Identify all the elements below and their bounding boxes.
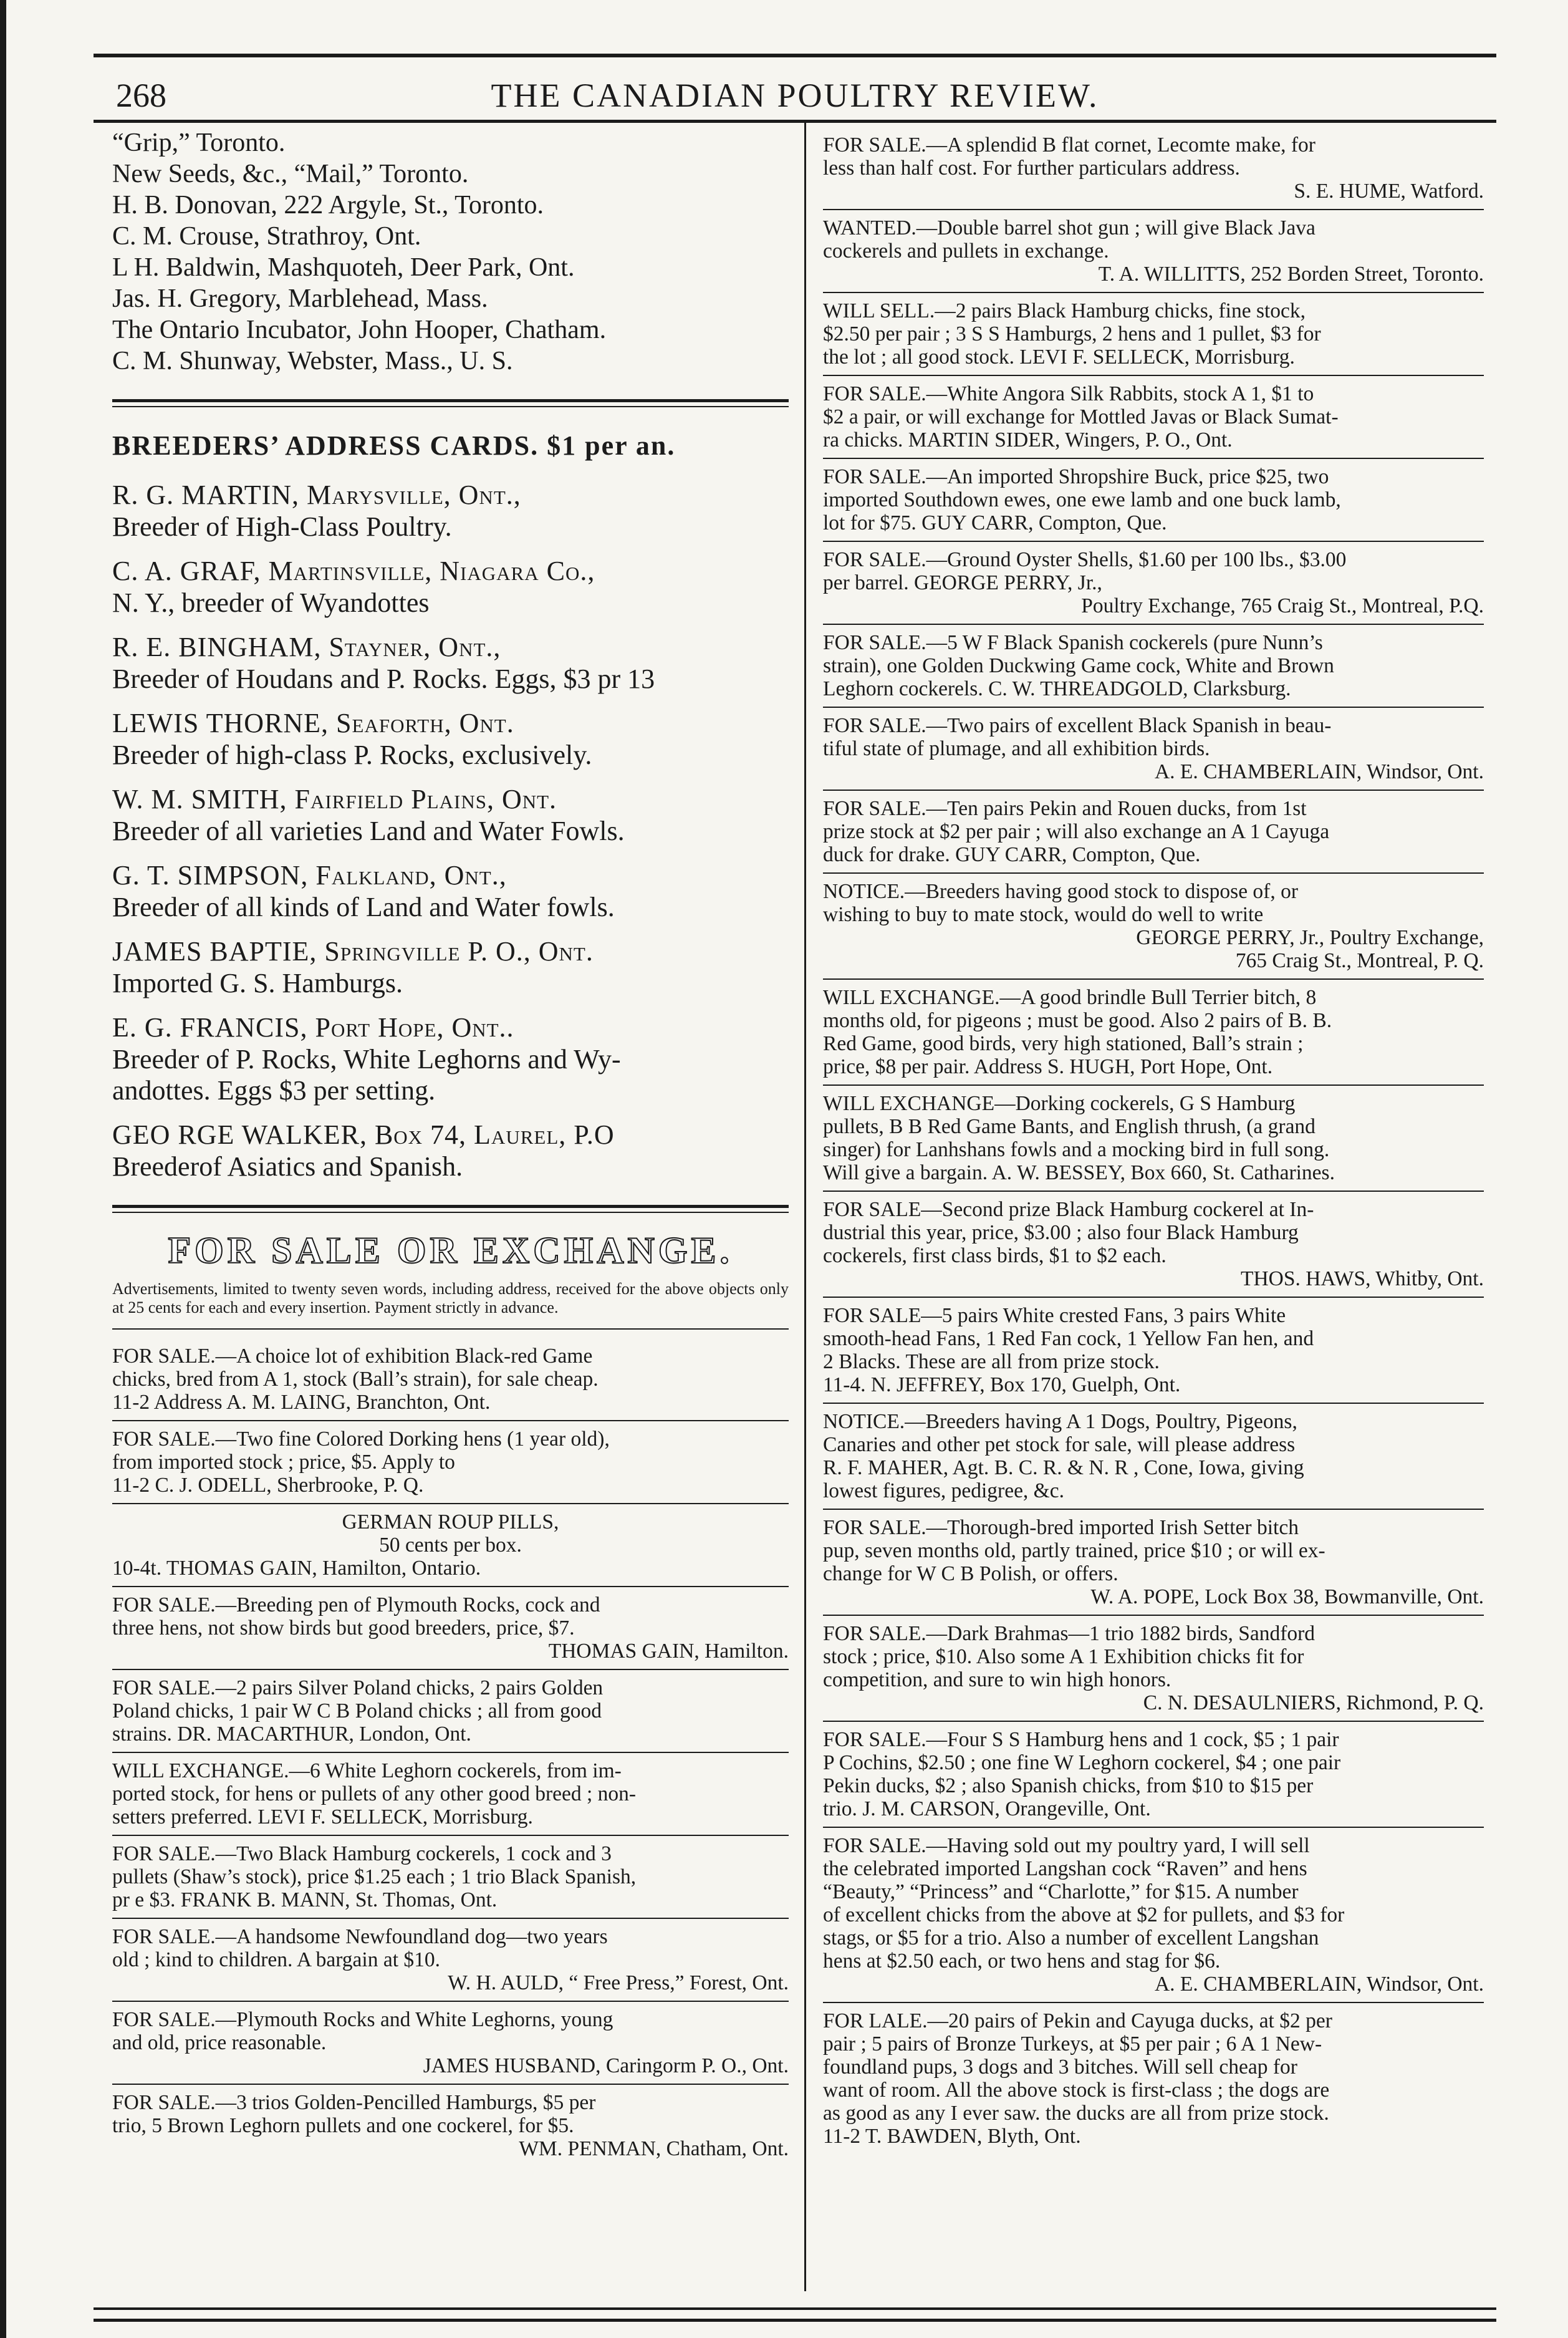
- ad-line: from imported stock ; price, $5. Apply to: [112, 1451, 455, 1474]
- breeder-description: N. Y., breeder of Wyandottes: [112, 587, 430, 618]
- ad-line: hens at $2.50 each, or two hens and stag for $6.: [823, 1949, 1221, 1973]
- classified-ad: [823, 2003, 1484, 2150]
- ad-line: the celebrated imported Langshan cock “Raven” and hens: [823, 1857, 1307, 1880]
- ad-line: GERMAN ROUP PILLS,: [342, 1510, 559, 1534]
- left-column: [112, 127, 789, 2300]
- ad-line: NOTICE.—Breeders having A 1 Dogs, Poultry, Pigeons,: [823, 1410, 1297, 1433]
- breeder-place: Marysville, Ont.,: [307, 480, 521, 510]
- ad-line: prize stock at $2 per pair ; will also exchange an A 1 Cayuga: [823, 820, 1330, 843]
- breeder-place: Fairfield Plains, Ont.: [294, 784, 557, 814]
- classified-ad: [823, 1192, 1484, 1293]
- breeder-name: R. G. MARTIN,: [112, 480, 300, 510]
- breeder-name: JAMES BAPTIE,: [112, 936, 317, 967]
- ad-line: smooth-head Fans, 1 Red Fan cock, 1 Yellow Fan hen, and: [823, 1327, 1314, 1350]
- ad-line: WILL EXCHANGE.—A good brindle Bull Terrier bitch, 8: [823, 986, 1317, 1009]
- ad-line: 11-2 T. BAWDEN, Blyth, Ont.: [823, 2125, 1081, 2148]
- classified-ad: [112, 1421, 789, 1499]
- ad-line: tiful state of plumage, and all exhibition birds.: [823, 737, 1210, 760]
- subscriber-list-item: “Grip,” Toronto.: [112, 128, 286, 157]
- ad-line: “Beauty,” “Princess” and “Charlotte,” for $15. A number: [823, 1880, 1299, 1903]
- breeder-card: [112, 479, 789, 543]
- breeder-name-line: [112, 1119, 789, 1151]
- ad-line: ported stock, for hens or pullets of any other good breed ; non-: [112, 1782, 637, 1805]
- ad-line: 50 cents per box.: [379, 1534, 522, 1557]
- classified-ad: [112, 1338, 789, 1416]
- ad-line: Poultry Exchange, 765 Craig St., Montreal, P.Q.: [1081, 594, 1484, 617]
- ad-line: want of room. All the above stock is first-class ; the dogs are: [823, 2079, 1330, 2102]
- page-number: 268: [116, 77, 166, 114]
- ad-line: cockerels, first class birds, $1 to $2 each.: [823, 1244, 1166, 1267]
- breeder-name-line: [112, 479, 789, 511]
- classified-ad: [823, 293, 1484, 371]
- ad-line: FOR SALE.—Plymouth Rocks and White Leghorns, young: [112, 2008, 613, 2031]
- ad-line: and old, price reasonable.: [112, 2031, 327, 2054]
- section-rule: [112, 1205, 789, 1213]
- subscriber-list-item: H. B. Donovan, 222 Argyle, St., Toronto.: [112, 191, 544, 220]
- ad-line: R. F. MAHER, Agt. B. C. R. & N. R , Cone, Iowa, giving: [823, 1456, 1304, 1479]
- ad-line: T. A. WILLITTS, 252 Borden Street, Toronto.: [1098, 263, 1484, 286]
- ad-line: Leghorn cockerels. C. W. THREADGOLD, Clarksburg.: [823, 677, 1291, 700]
- ad-line: FOR SALE.—Thorough-bred imported Irish Setter bitch: [823, 1516, 1299, 1539]
- breeder-place: Martinsville, Niagara Co.,: [268, 556, 595, 586]
- ad-line: 11-2 Address A. M. LAING, Branchton, Ont.: [112, 1391, 491, 1414]
- ad-line: FOR SALE—Second prize Black Hamburg cockerel at In-: [823, 1198, 1314, 1221]
- breeder-place: Port Hope, Ont..: [315, 1012, 514, 1043]
- breeder-name: W. M. SMITH,: [112, 784, 287, 814]
- ad-line: FOR SALE.—Two pairs of excellent Black Spanish in beau-: [823, 714, 1332, 737]
- breeder-name-line: [112, 631, 789, 664]
- classified-ad: [823, 874, 1484, 975]
- classified-ad: [112, 1753, 789, 1831]
- breeder-card: [112, 555, 789, 619]
- classified-ad: [112, 1504, 789, 1582]
- breeder-name-line: [112, 555, 789, 587]
- breeder-card: [112, 859, 789, 923]
- ad-line: stock ; price, $10. Also some A 1 Exhibition chicks fit for: [823, 1645, 1304, 1668]
- ad-line: FOR SALE.—Dark Brahmas—1 trio 1882 birds, Sandford: [823, 1622, 1315, 1645]
- ad-line: FOR SALE.—Two Black Hamburg cockerels, 1 cock and 3: [112, 1842, 612, 1865]
- ad-line: setters preferred. LEVI F. SELLECK, Morrisburg.: [112, 1805, 533, 1828]
- ad-line: A. E. CHAMBERLAIN, Windsor, Ont.: [1154, 1973, 1484, 1996]
- ad-line: old ; kind to children. A bargain at $10.: [112, 1948, 441, 1971]
- breeder-description: Breeder of all kinds of Land and Water fowls.: [112, 892, 615, 922]
- ad-line: THOS. HAWS, Whitby, Ont.: [1240, 1267, 1484, 1290]
- breeder-place: Springville P. O., Ont.: [324, 936, 594, 967]
- ad-line: per barrel. GEORGE PERRY, Jr.,: [823, 571, 1102, 594]
- ad-line: trio. J. M. CARSON, Orangeville, Ont.: [823, 1797, 1151, 1820]
- newspaper-page: [94, 54, 1496, 2315]
- breeder-name-line: [112, 1012, 789, 1044]
- breeder-description: Imported G. S. Hamburgs.: [112, 968, 403, 998]
- ad-line: the lot ; all good stock. LEVI F. SELLECK, Morrisburg.: [823, 345, 1295, 369]
- ad-line: FOR SALE.—Ground Oyster Shells, $1.60 per 100 lbs., $3.00: [823, 548, 1347, 571]
- ad-line: wishing to buy to mate stock, would do well to write: [823, 903, 1264, 926]
- ad-line: cockerels and pullets in exchange.: [823, 239, 1109, 263]
- ad-line: Canaries and other pet stock for sale, will please address: [823, 1433, 1296, 1456]
- breeder-place: Seaforth, Ont.: [336, 708, 514, 738]
- breeder-description: andottes. Eggs $3 per setting.: [112, 1075, 436, 1106]
- ad-line: strain), one Golden Duckwing Game cock, White and Brown: [823, 654, 1334, 677]
- classified-ad: [823, 127, 1484, 205]
- breeder-place: Box 74, Laurel, P.O: [374, 1119, 615, 1150]
- ad-line: competition, and sure to win high honors.: [823, 1668, 1171, 1691]
- ad-line: pullets (Shaw’s stock), price $1.25 each ; 1 trio Black Spanish,: [112, 1865, 637, 1888]
- ad-line: FOR LALE.—20 pairs of Pekin and Cayuga ducks, at $2 per: [823, 2009, 1332, 2032]
- breeder-name: C. A. GRAF,: [112, 556, 261, 586]
- ad-line: 11-4. N. JEFFREY, Box 170, Guelph, Ont.: [823, 1373, 1181, 1396]
- ad-line: WM. PENMAN, Chatham, Ont.: [519, 2137, 789, 2160]
- ad-line: as good as any I ever saw. the ducks are all from prize stock.: [823, 2102, 1329, 2125]
- breeder-card: [112, 783, 789, 847]
- ad-line: $2 a pair, or will exchange for Mottled Javas or Black Sumat-: [823, 405, 1339, 428]
- ad-line: NOTICE.—Breeders having good stock to dispose of, or: [823, 880, 1298, 903]
- breeder-card: [112, 1119, 789, 1182]
- breeder-description: Breeder of Houdans and P. Rocks. Eggs, $3 pr 13: [112, 664, 655, 694]
- ad-line: A. E. CHAMBERLAIN, Windsor, Ont.: [1154, 760, 1484, 783]
- ad-line: lowest figures, pedigree, &c.: [823, 1479, 1064, 1502]
- breeder-card: [112, 1012, 789, 1106]
- ad-line: 10-4t. THOMAS GAIN, Hamilton, Ontario.: [112, 1557, 481, 1580]
- classified-ad: [823, 1086, 1484, 1187]
- subscriber-list-item: The Ontario Incubator, John Hooper, Chatham.: [112, 316, 607, 344]
- subscriber-list: [112, 127, 789, 377]
- ad-line: FOR SALE.—A choice lot of exhibition Black-red Game: [112, 1345, 593, 1368]
- ad-line: GEORGE PERRY, Jr., Poultry Exchange,: [1136, 926, 1484, 949]
- subscriber-list-item: C. M. Shunway, Webster, Mass., U. S.: [112, 347, 513, 375]
- breeder-name: GEO RGE WALKER,: [112, 1119, 367, 1150]
- ad-line: lot for $75. GUY CARR, Compton, Que.: [823, 511, 1167, 534]
- classified-ad: [823, 1404, 1484, 1505]
- ad-line: of excellent chicks from the above at $2 for pullets, and $3 for: [823, 1903, 1345, 1926]
- breeder-name: G. T. SIMPSON,: [112, 860, 309, 891]
- ad-line: WILL EXCHANGE—Dorking cockerels, G S Hamburg: [823, 1092, 1296, 1115]
- section-rule: [112, 1328, 789, 1330]
- ad-line: 765 Craig St., Montreal, P. Q.: [1235, 949, 1484, 972]
- breeder-description: Breederof Asiatics and Spanish.: [112, 1151, 463, 1182]
- classified-ad: [112, 1919, 789, 1997]
- ad-line: FOR SALE.—Breeding pen of Plymouth Rocks, cock and: [112, 1593, 600, 1616]
- breeder-name-line: [112, 935, 789, 968]
- ad-line: stags, or $5 for a trio. Also a number of excellent Langshan: [823, 1926, 1319, 1949]
- ad-line: Poland chicks, 1 pair W C B Poland chicks ; all from good: [112, 1699, 602, 1722]
- classified-ad: [112, 2002, 789, 2080]
- ad-line: pullets, B B Red Game Bants, and English thrush, (a grand: [823, 1115, 1315, 1138]
- breeders-cards: [112, 479, 789, 1182]
- classified-ad: [823, 376, 1484, 454]
- classified-ad: [823, 1828, 1484, 1998]
- section-rule: [112, 399, 789, 407]
- ad-line: foundland pups, 3 dogs and 3 bitches. Will sell cheap for: [823, 2055, 1297, 2079]
- ad-line: Will give a bargain. A. W. BESSEY, Box 660, St. Catharines.: [823, 1161, 1335, 1184]
- right-column: [823, 127, 1484, 2300]
- breeder-description: Breeder of high-class P. Rocks, exclusively.: [112, 740, 592, 770]
- breeder-card: [112, 707, 789, 771]
- breeder-name: E. G. FRANCIS,: [112, 1012, 308, 1043]
- classified-ad: [823, 1616, 1484, 1717]
- left-margin-rule: [0, 0, 6, 2338]
- ad-line: 2 Blacks. These are all from prize stock.: [823, 1350, 1160, 1373]
- classified-ad: [112, 2085, 789, 2163]
- ad-line: FOR SALE.—A splendid B flat cornet, Lecomte make, for: [823, 133, 1315, 157]
- breeder-name: LEWIS THORNE,: [112, 708, 329, 738]
- ad-line: FOR SALE.—Having sold out my poultry yard, I will sell: [823, 1834, 1310, 1857]
- ad-line: dustrial this year, price, $3.00 ; also four Black Hamburg: [823, 1221, 1299, 1244]
- classified-ad: [823, 1722, 1484, 1823]
- subscriber-list-item: L H. Baldwin, Mashquoteh, Deer Park, Ont.: [112, 253, 575, 282]
- ad-line: $2.50 per pair ; 3 S S Hamburgs, 2 hens and 1 pullet, $3 for: [823, 322, 1321, 345]
- ad-line: trio, 5 Brown Leghorn pullets and one cockerel, for $5.: [112, 2114, 574, 2137]
- classified-ad: [112, 1670, 789, 1748]
- ad-line: imported Southdown ewes, one ewe lamb and one buck lamb,: [823, 488, 1341, 511]
- column-divider: [804, 121, 806, 2291]
- ad-line: 11-2 C. J. ODELL, Sherbrooke, P. Q.: [112, 1474, 424, 1497]
- classified-ad: [823, 791, 1484, 869]
- ad-line: FOR SALE—5 pairs White crested Fans, 3 pairs White: [823, 1304, 1286, 1327]
- right-classified-ads: [823, 127, 1484, 2150]
- breeder-name: R. E. BINGHAM,: [112, 632, 322, 662]
- ad-line: W. H. AULD, “ Free Press,” Forest, Ont.: [448, 1971, 789, 1994]
- ad-line: ra chicks. MARTIN SIDER, Wingers, P. O., Ont.: [823, 428, 1233, 452]
- ad-line: W. A. POPE, Lock Box 38, Bowmanville, Ont.: [1090, 1585, 1484, 1608]
- ad-line: WILL EXCHANGE.—6 White Leghorn cockerels, from im-: [112, 1759, 622, 1782]
- ad-line: duck for drake. GUY CARR, Compton, Que.: [823, 843, 1201, 866]
- classified-ad: [823, 210, 1484, 288]
- ad-line: FOR SALE.—2 pairs Silver Poland chicks, 2 pairs Golden: [112, 1676, 604, 1699]
- for-sale-or-exchange-title: FOR SALE OR EXCHANGE.: [168, 1230, 733, 1271]
- classified-ad: [823, 459, 1484, 537]
- ad-line: FOR SALE.—Four S S Hamburg hens and 1 cock, $5 ; 1 pair: [823, 1728, 1339, 1751]
- classified-ad: [823, 542, 1484, 620]
- ad-line: pr e $3. FRANK B. MANN, St. Thomas, Ont.: [112, 1888, 498, 1911]
- ad-line: Red Game, good birds, very high stationed, Ball’s strain ;: [823, 1032, 1304, 1055]
- classified-ad: [112, 1836, 789, 1914]
- breeder-description: Breeder of High-Class Poultry.: [112, 511, 452, 542]
- ad-line: FOR SALE.—White Angora Silk Rabbits, stock A 1, $1 to: [823, 382, 1314, 405]
- ad-line: pair ; 5 pairs of Bronze Turkeys, at $5 per pair ; 6 A 1 New-: [823, 2032, 1322, 2055]
- advertising-terms: Advertisements, limited to twenty seven words, including address, received for the above objects only at 25 cents for each and every insertion. Payment strictly in advance.: [112, 1280, 789, 1316]
- ad-line: Pekin ducks, $2 ; also Spanish chicks, from $10 to $15 per: [823, 1774, 1314, 1797]
- ad-line: strains. DR. MACARTHUR, London, Ont.: [112, 1722, 471, 1746]
- ad-line: FOR SALE.—Two fine Colored Dorking hens (1 year old),: [112, 1427, 610, 1451]
- ad-line: chicks, bred from A 1, stock (Ball’s strain), for sale cheap.: [112, 1368, 599, 1391]
- classified-ad: [823, 625, 1484, 703]
- ad-line: months old, for pigeons ; must be good. Also 2 pairs of B. B.: [823, 1009, 1332, 1032]
- breeder-description: Breeder of P. Rocks, White Leghorns and Wy-: [112, 1044, 621, 1075]
- ad-line: WILL SELL.—2 pairs Black Hamburg chicks, fine stock,: [823, 299, 1306, 322]
- ad-line: WANTED.—Double barrel shot gun ; will give Black Java: [823, 216, 1315, 239]
- ad-line: P Cochins, $2.50 ; one fine W Leghorn cockerel, $4 ; one pair: [823, 1751, 1341, 1774]
- ad-line: FOR SALE.—A handsome Newfoundland dog—two years: [112, 1925, 608, 1948]
- breeder-card: [112, 631, 789, 695]
- breeder-name-line: [112, 783, 789, 816]
- ad-line: less than half cost. For further particulars address.: [823, 157, 1240, 180]
- ad-line: singer) for Lanhshans fowls and a mocking bird in full song.: [823, 1138, 1330, 1161]
- ad-line: JAMES HUSBAND, Caringorm P. O., Ont.: [423, 2054, 789, 2077]
- ad-line: FOR SALE.—3 trios Golden-Pencilled Hamburgs, $5 per: [112, 2091, 596, 2114]
- classified-ad: [823, 1298, 1484, 1399]
- ad-line: THOMAS GAIN, Hamilton.: [548, 1640, 789, 1663]
- breeder-place: Falkland, Ont.,: [315, 860, 507, 891]
- ad-line: FOR SALE.—5 W F Black Spanish cockerels (pure Nunn’s: [823, 631, 1323, 654]
- ad-line: pup, seven months old, partly trained, price $10 ; or will ex-: [823, 1539, 1325, 1562]
- breeder-name-line: [112, 707, 789, 740]
- ad-line: three hens, not show birds but good breeders, price, $7.: [112, 1616, 575, 1640]
- classified-ad: [823, 980, 1484, 1081]
- classified-ad: [112, 1587, 789, 1665]
- breeder-name-line: [112, 859, 789, 892]
- breeders-cards-title: BREEDERS’ ADDRESS CARDS. $1 per an.: [112, 430, 676, 461]
- breeder-description: Breeder of all varieties Land and Water Fowls.: [112, 816, 625, 846]
- ad-line: change for W C B Polish, or offers.: [823, 1562, 1118, 1585]
- subscriber-list-item: New Seeds, &c., “Mail,” Toronto.: [112, 160, 469, 188]
- page-header: [94, 54, 1496, 123]
- ad-line: FOR SALE.—An imported Shropshire Buck, price $25, two: [823, 465, 1329, 488]
- subscriber-list-item: C. M. Crouse, Strathroy, Ont.: [112, 222, 421, 251]
- subscriber-list-item: Jas. H. Gregory, Marblehead, Mass.: [112, 284, 488, 313]
- breeder-place: Stayner, Ont.,: [329, 632, 501, 662]
- classified-ad: [823, 1510, 1484, 1611]
- page-bottom-rule: [94, 2307, 1496, 2322]
- ad-line: S. E. HUME, Watford.: [1294, 180, 1484, 203]
- ad-line: C. N. DESAULNIERS, Richmond, P. Q.: [1143, 1691, 1484, 1714]
- ad-line: price, $8 per pair. Address S. HUGH, Port Hope, Ont.: [823, 1055, 1273, 1078]
- running-title: THE CANADIAN POULTRY REVIEW.: [491, 77, 1099, 114]
- ad-line: FOR SALE.—Ten pairs Pekin and Rouen ducks, from 1st: [823, 797, 1307, 820]
- breeder-card: [112, 935, 789, 999]
- classified-ad: [823, 708, 1484, 786]
- left-classified-ads: [112, 1338, 789, 2163]
